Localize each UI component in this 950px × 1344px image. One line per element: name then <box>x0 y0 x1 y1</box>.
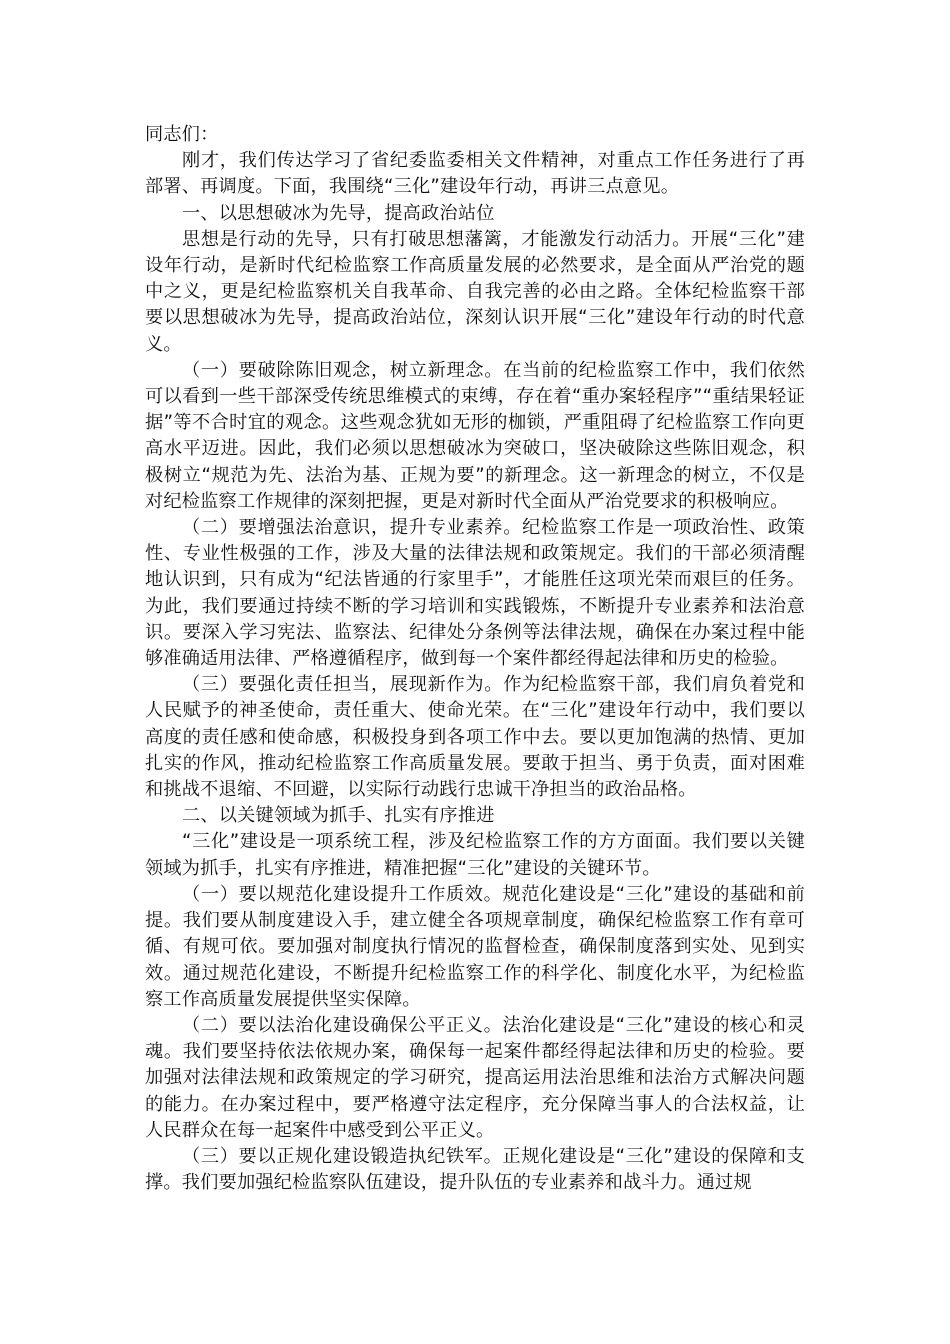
body-paragraph: “三化”建设是一项系统工程，涉及纪检监察工作的方方面面。我们要以关键领域为抓手，扎实有序推进，精准把握“三化”建设的关键环节。 <box>145 831 805 879</box>
body-paragraph: （一）要破除陈旧观念，树立新理念。在当前的纪检监察工作中，我们依然可以看到一些干部深受传统思维模式的束缚，存在着“重办案轻程序”“重结果轻证据”等不合时宜的观念。这些观念犹如无形的枷锁，严重阻碍了纪检监察工作向更高水平迈进。因此，我们必须以思想破冰为突破口，坚决破除这些陈旧观念，积极树立“规范为先、法治为基、正规为要”的新理念。这一新理念的树立，不仅是对纪检监察工作规律的深刻把握，更是对新时代全面从严治党要求的积极响应。 <box>145 359 805 512</box>
section-heading-1: 一、以思想破冰为先导，提高政治站位 <box>182 202 495 224</box>
document-page <box>145 122 805 1196</box>
body-paragraph: 思想是行动的先导，只有打破思想藩篱，才能激发行动活力。开展“三化”建设年行动，是新时代纪检监察工作高质量发展的必然要求，是全面从严治党的题中之义，更是纪检监察机关自我革命、自我完善的必由之路。全体纪检监察干部要以思想破冰为先导，提高政治站位，深刻认识开展“三化”建设年行动的时代意义。 <box>145 228 805 355</box>
section-heading-2: 二、以关键领域为抓手、扎实有序推进 <box>182 805 495 827</box>
body-paragraph: （二）要以法治化建设确保公平正义。法治化建设是“三化”建设的核心和灵魂。我们要坚持依法依规办案，确保每一起案件都经得起法律和历史的检验。要加强对法律法规和政策规定的学习研究，提高运用法治思维和法治方式解决问题的能力。在办案过程中，要严格遵守法定程序，充分保障当事人的合法权益，让人民群众在每一起案件中感受到公平正义。 <box>145 1014 805 1141</box>
body-paragraph: （二）要增强法治意识，提升专业素养。纪检监察工作是一项政治性、政策性、专业性极强的工作，涉及大量的法律法规和政策规定。我们的干部必须清醒地认识到，只有成为“纪法皆通的行家里手”，才能胜任这项光荣而艰巨的任务。为此，我们要通过持续不断的学习培训和实践锻炼，不断提升专业素养和法治意识。要深入学习宪法、监察法、纪律处分条例等法律法规，确保在办案过程中能够准确适用法律、严格遵循程序，做到每一个案件都经得起法律和历史的检验。 <box>145 517 805 670</box>
body-paragraph: （三）要以正规化建设锻造执纪铁军。正规化建设是“三化”建设的保障和支撑。我们要加强纪检监察队伍建设，提升队伍的专业素养和战斗力。通过规 <box>145 1145 805 1194</box>
body-paragraph: （一）要以规范化建设提升工作质效。规范化建设是“三化”建设的基础和前提。我们要从制度建设入手，建立健全各项规章制度，确保纪检监察工作有章可循、有规可依。要加强对制度执行情况的监督检查，确保制度落到实处、见到实效。通过规范化建设，不断提升纪检监察工作的科学化、制度化水平，为纪检监察工作高质量发展提供坚实保障。 <box>145 883 805 1010</box>
salutation: 同志们： <box>145 124 219 145</box>
body-paragraph: （三）要强化责任担当，展现新作为。作为纪检监察干部，我们肩负着党和人民赋予的神圣使命，责任重大、使命光荣。在“三化”建设年行动中，我们要以高度的责任感和使命感，积极投身到各项工作中去。要以更加饱满的热情、更加扎实的作风，推动纪检监察工作高质量发展。要敢于担当、勇于负责，面对困难和挑战不退缩、不回避，以实际行动践行忠诚干净担当的政治品格。 <box>145 674 805 801</box>
intro-paragraph: 刚才，我们传达学习了省纪委监委相关文件精神，对重点工作任务进行了再部署、再调度。下面，我围绕“三化”建设年行动，再讲三点意见。 <box>145 150 805 198</box>
